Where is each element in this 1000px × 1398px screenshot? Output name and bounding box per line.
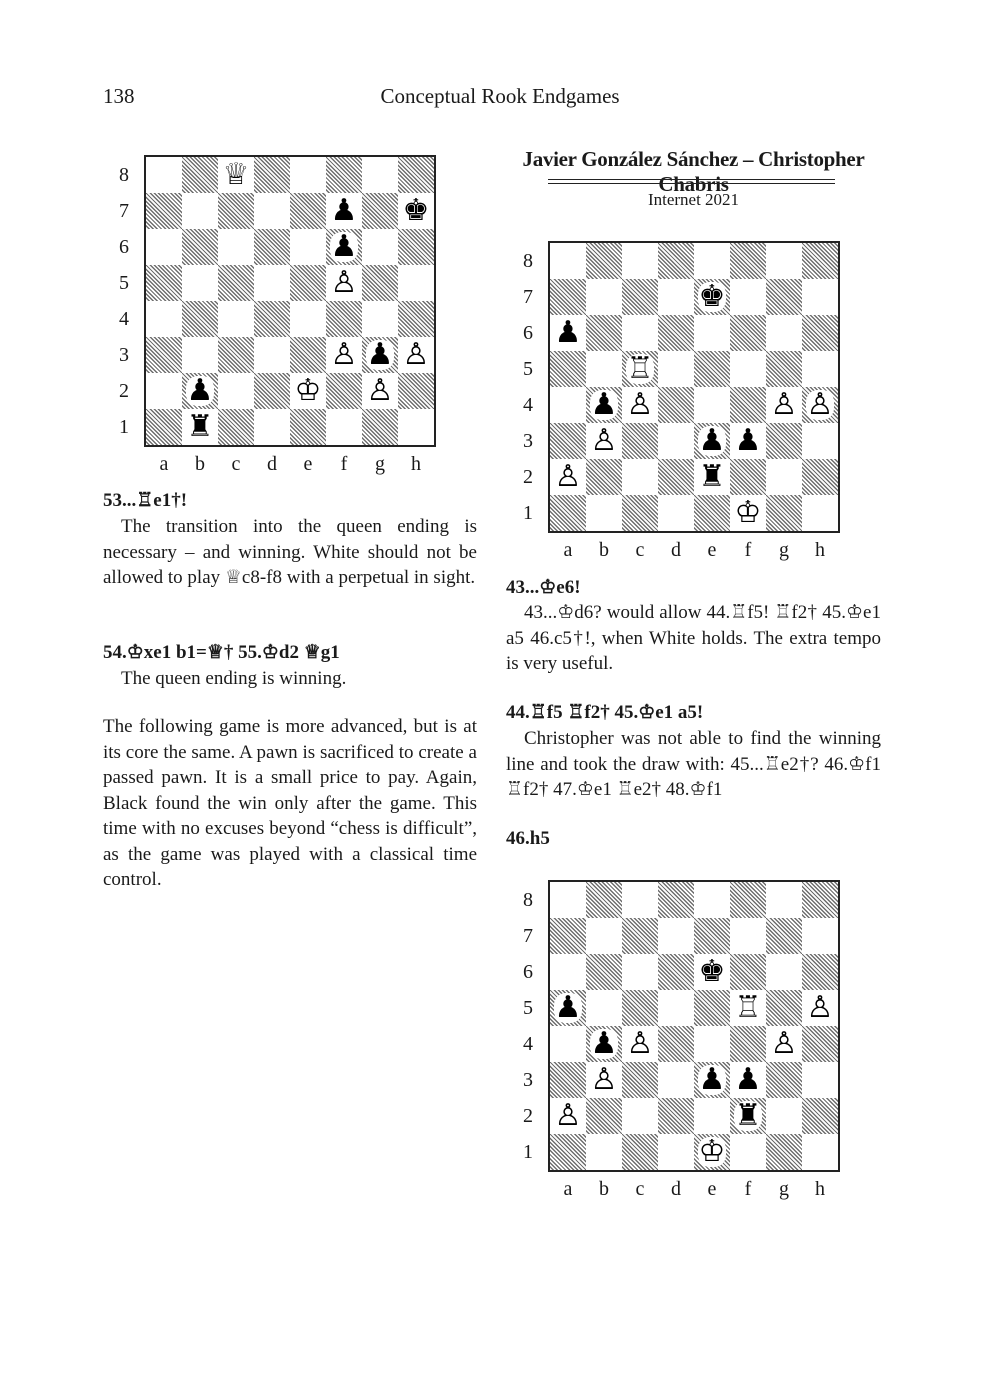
white-king-icon: ♔ [294,373,322,408]
black-pawn-icon: ♟ [186,373,214,408]
file-label: b [599,1178,609,1200]
board-square-f7 [730,918,766,954]
rank-label: 5 [523,358,533,380]
rank-label: 8 [523,889,533,911]
board-square-c1 [622,1134,658,1170]
board-square-b5 [586,990,622,1026]
board-square-a4 [146,301,182,337]
commentary-paragraph: The queen ending is winning. [121,668,347,689]
board-square-b2 [586,1098,622,1134]
board-square-d4 [254,301,290,337]
black-pawn-icon: ♟ [590,1026,618,1061]
board-square-f2 [326,373,362,409]
board-square-c3 [622,1062,658,1098]
white-queen-icon: ♕ [222,157,250,192]
file-label: e [303,453,313,475]
board-square-a8 [550,882,586,918]
black-pawn-icon: ♟ [734,423,762,458]
board-square-a3 [550,1062,586,1098]
board-square-d5 [254,265,290,301]
board-square-g2 [766,1098,802,1134]
board-square-f8 [326,157,362,193]
white-pawn-icon: ♙ [402,337,430,372]
file-label: g [375,453,385,475]
file-label: a [563,539,573,561]
board-square-c6 [622,315,658,351]
file-label: d [267,453,277,475]
board-square-h6 [398,229,434,265]
board-square-d4 [658,387,694,423]
board-square-b5 [586,351,622,387]
board-square-b4 [182,301,218,337]
board-square-e8 [694,882,730,918]
board-square-a8 [146,157,182,193]
board-square-h6 [802,315,838,351]
white-pawn-icon: ♙ [626,387,654,422]
black-rook-icon: ♜ [698,459,726,494]
board-square-e8 [290,157,326,193]
white-pawn-icon: ♙ [554,1098,582,1133]
board-square-c2 [622,459,658,495]
board-square-g8 [362,157,398,193]
board-square-g6 [766,315,802,351]
board-square-g7 [766,279,802,315]
white-rook-icon: ♖ [734,990,762,1025]
board-square-g5 [766,351,802,387]
board-square-a1 [550,495,586,531]
black-pawn-icon: ♟ [590,387,618,422]
chess-diagram-1 [144,155,436,447]
board-square-d3 [658,1062,694,1098]
board-square-e7 [694,918,730,954]
white-pawn-icon: ♙ [330,337,358,372]
board-square-g5 [362,265,398,301]
board-square-g8 [766,882,802,918]
rank-label: 1 [119,416,129,438]
move-heading: 54.♔xe1 b1=♕† 55.♔d2 ♕g1 [103,642,340,663]
commentary-paragraph: The following game is more advanced, but is at its core the same. A pawn is sacrificed to create a passed pawn. It is a small price to pay. Again, Black found the win only after the game. This time with no excuses beyond “chess is difficult”, as the game was played with a classical time control. [103,716,477,890]
board-square-g5 [766,990,802,1026]
board-square-f1 [326,409,362,445]
board-square-e1 [694,495,730,531]
board-square-g3 [766,423,802,459]
board-square-f8 [730,243,766,279]
board-square-d1 [658,1134,694,1170]
board-square-b6 [182,229,218,265]
file-label: a [159,453,169,475]
board-square-g1 [766,1134,802,1170]
black-pawn-icon: ♟ [554,315,582,350]
board-square-d1 [658,495,694,531]
board-square-h4 [802,1026,838,1062]
file-label: f [744,539,752,561]
board-square-d2 [658,1098,694,1134]
rank-label: 5 [523,997,533,1019]
board-square-h5 [398,265,434,301]
board-square-f6 [730,315,766,351]
board-square-c6 [622,954,658,990]
white-pawn-icon: ♙ [806,387,834,422]
board-square-g8 [766,243,802,279]
black-pawn-icon: ♟ [330,229,358,264]
board-square-h2 [398,373,434,409]
board-square-d6 [658,315,694,351]
board-square-h1 [802,1134,838,1170]
board-square-d4 [658,1026,694,1062]
file-label: e [707,1178,717,1200]
board-square-a5 [550,351,586,387]
board-square-e4 [290,301,326,337]
file-label: b [599,539,609,561]
board-square-a4 [550,387,586,423]
board-square-a4 [550,1026,586,1062]
board-square-g1 [766,495,802,531]
board-square-g4 [362,301,398,337]
board-square-e5 [694,351,730,387]
board-square-h3 [802,423,838,459]
rank-label: 7 [523,286,533,308]
board-square-e8 [694,243,730,279]
board-square-d8 [254,157,290,193]
board-square-c2 [622,1098,658,1134]
board-square-b8 [586,882,622,918]
board-square-g3 [766,1062,802,1098]
board-square-c3 [622,423,658,459]
move-heading: 43...♔e6! [506,577,581,598]
board-square-h4 [398,301,434,337]
white-pawn-icon: ♙ [770,1026,798,1061]
board-square-e4 [694,1026,730,1062]
board-square-f4 [326,301,362,337]
rank-label: 1 [523,502,533,524]
commentary-paragraph: Christopher was not able to find the winning line and took the draw with: 45...♖e2†? 46.♔f1 ♖f2† 47.♔e1 ♖e2† 48.♔f1 [506,728,881,800]
board-square-a7 [550,279,586,315]
black-pawn-icon: ♟ [698,1062,726,1097]
board-square-f5 [730,351,766,387]
title-rule [548,179,835,180]
board-square-b1 [586,1134,622,1170]
file-label: h [815,539,825,561]
board-square-c3 [218,337,254,373]
board-square-a7 [146,193,182,229]
board-square-h7 [802,918,838,954]
board-square-g2 [766,459,802,495]
board-square-d5 [658,990,694,1026]
board-square-e7 [290,193,326,229]
rank-label: 2 [523,466,533,488]
game-info: Internet 2021 [647,190,740,209]
board-square-a1 [146,409,182,445]
rank-label: 5 [119,272,129,294]
rank-label: 2 [119,380,129,402]
black-pawn-icon: ♟ [330,193,358,228]
board-square-c7 [622,918,658,954]
board-square-b8 [586,243,622,279]
board-square-h2 [802,1098,838,1134]
board-square-g7 [362,193,398,229]
board-square-e2 [694,1098,730,1134]
white-pawn-icon: ♙ [554,459,582,494]
black-pawn-icon: ♟ [366,337,394,372]
rank-label: 8 [523,250,533,272]
board-square-h7 [802,279,838,315]
white-pawn-icon: ♙ [626,1026,654,1061]
black-rook-icon: ♜ [186,409,214,444]
board-square-e5 [290,265,326,301]
board-square-d6 [658,954,694,990]
board-square-f8 [730,882,766,918]
rank-label: 6 [119,236,129,258]
board-square-c7 [218,193,254,229]
file-label: h [815,1178,825,1200]
board-square-h8 [398,157,434,193]
rank-label: 6 [523,961,533,983]
move-heading: 44.♖f5 ♖f2† 45.♔e1 a5! [506,702,704,723]
commentary-paragraph: 43...♔d6? would allow 44.♖f5! ♖f2† 45.♔e1 a5 46.c5†!, when White holds. The extra tempo is very useful. [506,602,881,674]
file-label: a [563,1178,573,1200]
file-label: c [635,539,645,561]
board-square-b6 [586,315,622,351]
board-square-b2 [586,459,622,495]
board-square-a5 [146,265,182,301]
white-king-icon: ♔ [698,1134,726,1169]
black-pawn-icon: ♟ [734,1062,762,1097]
board-square-g6 [362,229,398,265]
board-square-b8 [182,157,218,193]
board-square-c8 [622,882,658,918]
black-pawn-icon: ♟ [554,990,582,1025]
chess-diagram-2 [548,241,840,533]
rank-label: 3 [523,1069,533,1091]
board-square-h1 [398,409,434,445]
board-square-d1 [254,409,290,445]
board-square-e4 [694,387,730,423]
black-rook-icon: ♜ [734,1098,762,1133]
board-square-d5 [658,351,694,387]
file-label: b [195,453,205,475]
board-square-b7 [586,918,622,954]
board-square-a7 [550,918,586,954]
board-square-c4 [218,301,254,337]
file-label: h [411,453,421,475]
board-square-c5 [218,265,254,301]
board-square-d3 [254,337,290,373]
board-square-g1 [362,409,398,445]
board-square-f7 [730,279,766,315]
move-heading: 46.h5 [506,828,550,849]
board-square-c5 [622,990,658,1026]
board-square-f6 [730,954,766,990]
board-square-e6 [290,229,326,265]
black-pawn-icon: ♟ [698,423,726,458]
board-square-f1 [730,1134,766,1170]
file-label: c [635,1178,645,1200]
black-king-icon: ♚ [698,279,726,314]
rank-label: 1 [523,1141,533,1163]
file-label: g [779,539,789,561]
board-square-c7 [622,279,658,315]
board-square-a1 [550,1134,586,1170]
board-square-a3 [550,423,586,459]
board-square-d2 [658,459,694,495]
board-square-f2 [730,459,766,495]
board-square-d8 [658,882,694,918]
white-rook-icon: ♖ [626,351,654,386]
board-square-d2 [254,373,290,409]
rank-label: 4 [523,1033,533,1055]
white-pawn-icon: ♙ [770,387,798,422]
white-pawn-icon: ♙ [590,423,618,458]
board-square-g7 [766,918,802,954]
board-square-a8 [550,243,586,279]
rank-label: 3 [523,430,533,452]
board-square-b6 [586,954,622,990]
board-square-g6 [766,954,802,990]
file-label: c [231,453,241,475]
white-pawn-icon: ♙ [806,990,834,1025]
board-square-h5 [802,351,838,387]
board-square-a2 [146,373,182,409]
board-square-e3 [290,337,326,373]
rank-label: 7 [119,200,129,222]
board-square-h1 [802,495,838,531]
board-square-c2 [218,373,254,409]
board-square-h8 [802,882,838,918]
chess-diagram-3 [548,880,840,1172]
white-pawn-icon: ♙ [366,373,394,408]
file-label: g [779,1178,789,1200]
board-square-b3 [182,337,218,373]
file-label: d [671,1178,681,1200]
rank-label: 3 [119,344,129,366]
move-heading: 53...♖e1†! [103,490,188,511]
board-square-e5 [694,990,730,1026]
rank-label: 8 [119,164,129,186]
board-square-h6 [802,954,838,990]
black-king-icon: ♚ [402,193,430,228]
board-square-c8 [622,243,658,279]
file-label: d [671,539,681,561]
board-square-d8 [658,243,694,279]
board-square-c6 [218,229,254,265]
white-pawn-icon: ♙ [330,265,358,300]
board-square-b1 [586,495,622,531]
board-square-a3 [146,337,182,373]
rank-label: 7 [523,925,533,947]
board-square-d7 [254,193,290,229]
white-king-icon: ♔ [734,495,762,530]
commentary-paragraph: The transition into the queen ending is necessary – and winning. White should not be allowed to play ♕c8-f8 with a perpetual in sight. [103,516,477,588]
board-square-f4 [730,1026,766,1062]
board-square-h8 [802,243,838,279]
page-number: 138 [103,84,135,108]
file-label: e [707,539,717,561]
running-title: Conceptual Rook Endgames [380,84,620,108]
file-label: f [340,453,348,475]
board-square-b7 [182,193,218,229]
board-square-a6 [550,954,586,990]
board-square-d7 [658,279,694,315]
board-square-b7 [586,279,622,315]
board-square-a6 [146,229,182,265]
rank-label: 2 [523,1105,533,1127]
board-square-h2 [802,459,838,495]
board-square-f4 [730,387,766,423]
rank-label: 4 [523,394,533,416]
board-square-b5 [182,265,218,301]
title-rule [548,183,835,184]
board-square-c1 [218,409,254,445]
rank-label: 4 [119,308,129,330]
board-square-e1 [290,409,326,445]
white-pawn-icon: ♙ [590,1062,618,1097]
board-square-h3 [802,1062,838,1098]
black-king-icon: ♚ [698,954,726,989]
board-square-d7 [658,918,694,954]
rank-label: 6 [523,322,533,344]
board-square-d6 [254,229,290,265]
file-label: f [744,1178,752,1200]
board-square-e6 [694,315,730,351]
board-square-d3 [658,423,694,459]
board-square-c1 [622,495,658,531]
game-title: Javier González Sánchez – Christopher Chabris [522,147,865,196]
